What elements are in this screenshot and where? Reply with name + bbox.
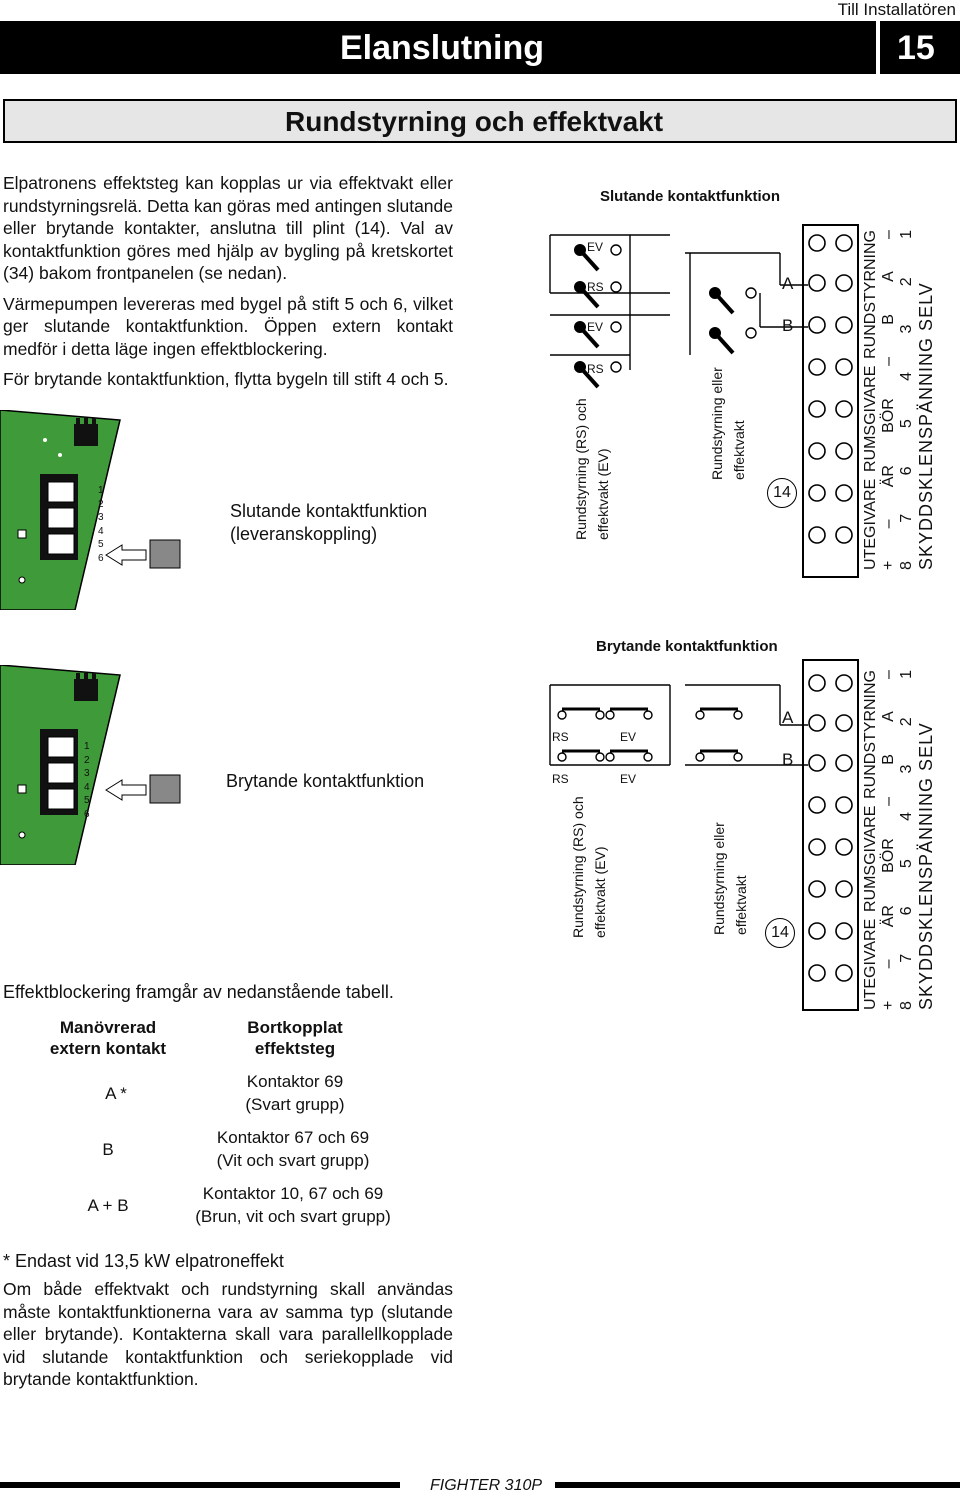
legend-number: 5 [898,859,915,869]
pin-number: 3 [84,768,90,779]
footer-rule-right [555,1482,960,1488]
legend-signals [880,230,898,570]
header-bar [0,21,960,74]
table-cell-step [168,1182,418,1228]
contact-label: RS [587,280,604,294]
pin-number: 6 [98,552,104,564]
legend-group: RUMSGIVARE [862,365,879,472]
label-line: Rundstyrning (RS) och [570,796,586,938]
label-line: Rundstyrning eller [709,367,725,480]
table-cell-contact: B [102,1140,114,1159]
legend-number: 2 [898,717,915,727]
table-header-step [200,1017,390,1059]
diagram-closing-left-label [570,300,614,540]
legend-group: RUNDSTYRNING [862,230,879,359]
legend-signal: ÄR [880,465,897,488]
intro-paragraph: Värmepumpen levereras med bygel på stift 5 och 6, vilket ger slutande kontaktfunktion. Öppen extern kontakt medför i detta läge ingen effektblockering. [3,293,453,359]
diagram-breaking-title: Brytande kontaktfunktion [596,638,778,655]
breaking-caption: Brytande kontaktfunktion [226,771,425,791]
blocking-intro: Effektblockering framgår av nedanstående tabell. [3,982,394,1002]
cell-line: (Brun, vit och svart grupp) [195,1207,391,1226]
legend-signal: + [880,560,897,570]
diagram-closing-mid-label [706,280,750,480]
cell-line: (Vit och svart grupp) [216,1151,370,1170]
contact-label: EV [620,772,637,786]
label-line: effektvakt [731,420,747,480]
legend-number: 4 [898,811,915,821]
header-line: Bortkopplat [247,1018,343,1037]
pin-number: 1 [98,485,104,496]
legend-number: 7 [898,953,915,963]
cell-line: Kontaktor 10, 67 och 69 [202,1184,384,1203]
selv-label: SKYDDSKLENSPÄNNING SELV [916,282,936,570]
pin-number: 6 [84,808,90,820]
terminal-number-badge: 14 [765,918,795,948]
legend-number: 3 [898,324,915,334]
legend-signal: – [880,797,897,806]
legend-number: 2 [898,277,915,287]
legend-signal: – [880,230,897,239]
intro-paragraph: För brytande kontaktfunktion, flytta bygeln till stift 4 och 5. [3,369,449,389]
table-header-contact [18,1017,198,1059]
table-cell-contact: A * [105,1084,127,1103]
cell-line: Kontaktor 69 [246,1072,344,1091]
legend-numbers [898,670,916,1010]
legend-number: 1 [898,230,915,239]
legend-number: 6 [898,906,915,916]
circuit-board-breaking [0,665,200,865]
cell-line: (Svart grupp) [245,1095,345,1114]
pin-number: 1 [84,741,90,752]
table-cell-step [170,1070,420,1116]
contact-label: RS [552,730,569,744]
diagram-closing-title: Slutande kontaktfunktion [600,188,780,205]
legend-groups [862,670,880,1010]
section-title: Rundstyrning och effektvakt [285,106,664,137]
legend-number: 8 [898,1001,915,1010]
legend-number: 5 [898,419,915,429]
diagram-breaking-mid-label [708,735,752,935]
contact-label: EV [587,240,604,254]
terminal-b: B [782,316,794,335]
header-divider [876,21,880,74]
page-title: Elanslutning [340,29,544,67]
legend-signal: BÖR [880,838,897,873]
legend-number: 1 [898,670,915,679]
header-line: extern kontakt [49,1039,167,1058]
diagram-breaking-left-label [567,698,611,938]
legend-signal: – [880,670,897,679]
page-number: 15 [897,29,935,67]
legend-signals [880,670,898,1010]
legend-signal: B [880,754,897,765]
header-line: Manövrerad [59,1018,157,1037]
label-line: effektvakt (EV) [595,448,611,540]
legend-number: 4 [898,371,915,381]
pin-number: 4 [98,525,104,537]
legend-numbers [898,230,916,570]
label-line: Rundstyrning eller [711,822,727,935]
footer-rule-left [0,1482,400,1488]
footnote: * Endast vid 13,5 kW elpatroneffekt [3,1251,284,1271]
legend-groups [862,230,880,570]
section-title-box [3,99,957,143]
legend-signal: ÄR [880,905,897,928]
terminal-number-badge: 14 [767,478,797,508]
closing-caption-line1: Slutande kontaktfunktion [230,501,428,521]
terminal-a: A [782,274,794,293]
intro-text [3,172,453,399]
header-line: effektsteg [254,1039,336,1058]
pin-number: 5 [84,795,90,806]
terminal-b: B [782,750,794,769]
legend-signal: – [880,519,897,529]
contact-label: EV [620,730,637,744]
cell-line: Kontaktor 67 och 69 [216,1128,370,1147]
pin-numbers-2 [84,740,90,821]
label-line: effektvakt [733,875,749,935]
legend-signal: B [880,314,897,325]
pin-numbers [98,484,104,565]
closing-paragraph: Om både effektvakt och rundstyrning skall användas måste kontaktfunktionerna vara av samma typ (slutande eller brytande). Kontakterna skall vara parallellkopplade vid slutande kontaktfunktion och seriekopplade vid brytande kontaktfunktion. [3,1279,453,1389]
pin-number: 4 [84,781,90,793]
closing-caption-line2: (leveranskoppling) [230,524,378,544]
terminal-a: A [782,708,794,727]
legend-signal: – [880,357,897,366]
legend-number: 8 [898,561,915,570]
pin-number: 2 [84,754,90,766]
footer-model: FIGHTER 310P [430,1477,543,1494]
table-cell-contact: A + B [87,1196,129,1215]
table-cell-step [168,1126,418,1172]
legend-number: 3 [898,764,915,774]
legend-signal: – [880,959,897,969]
contact-label: RS [552,772,569,786]
legend-signal: A [880,271,897,282]
contact-label: EV [587,320,604,334]
legend-group: RUNDSTYRNING [862,670,879,799]
pin-number: 5 [98,539,104,550]
legend-group: UTEGIVARE [862,918,879,1010]
legend-number: 7 [898,513,915,523]
label-line: effektvakt (EV) [592,846,608,938]
header-audience: Till Installatören [837,0,956,19]
legend-number: 6 [898,466,915,476]
legend-signal: A [880,711,897,722]
pin-number: 3 [98,512,104,523]
legend-group: UTEGIVARE [862,478,879,570]
contact-label: RS [587,362,604,376]
selv-label: SKYDDSKLENSPÄNNING SELV [916,722,936,1010]
legend-signal: + [880,1000,897,1010]
intro-paragraph: Elpatronens effektsteg kan kopplas ur via effektvakt eller rundstyrningsrelä. Detta kan göras med antingen slutande eller brytande kontakter, anslutna till plint (14). Val av kontaktfunktion göres med hjälp av bygling på kretskortet (34) bakom frontpanelen (se nedan). [3,173,453,283]
legend-group: RUMSGIVARE [862,805,879,912]
legend-signal: BÖR [880,398,897,433]
terminal-legend-closing [862,230,937,570]
pin-number: 2 [98,498,104,510]
terminal-legend-breaking [862,670,937,1010]
closing-caption [230,500,427,546]
label-line: Rundstyrning (RS) och [573,398,589,540]
